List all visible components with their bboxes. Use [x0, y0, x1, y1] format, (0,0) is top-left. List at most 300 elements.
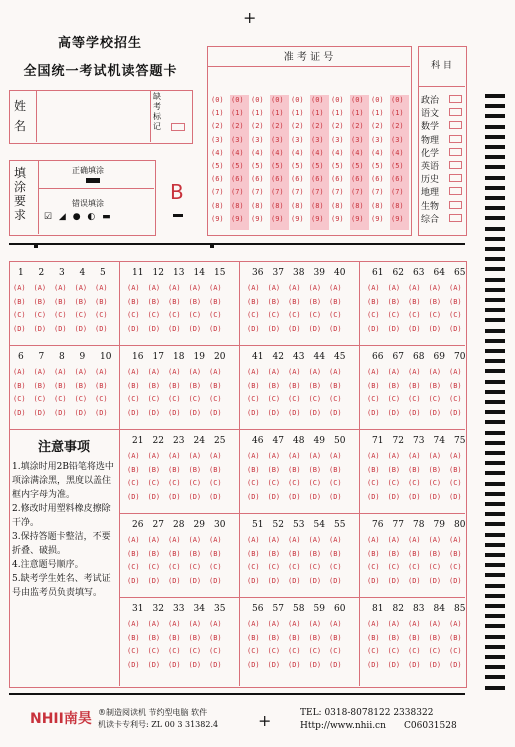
answer-bubble[interactable]: (B): [54, 297, 67, 306]
answer-bubble[interactable]: (B): [127, 633, 140, 642]
answer-bubble[interactable]: (A): [188, 368, 202, 376]
answer-bubble[interactable]: (B): [267, 381, 281, 390]
exam-id-bubble[interactable]: (0): [331, 96, 344, 104]
answer-bubble[interactable]: (C): [74, 395, 88, 403]
answer-bubble[interactable]: (A): [449, 284, 462, 292]
answer-bubble[interactable]: (A): [188, 536, 202, 544]
answer-bubble[interactable]: (C): [147, 479, 161, 487]
exam-id-bubble[interactable]: (6): [231, 175, 244, 184]
exam-id-bubble[interactable]: (7): [331, 188, 344, 197]
answer-bubble[interactable]: (D): [209, 576, 222, 585]
answer-bubble[interactable]: (C): [168, 311, 181, 319]
answer-bubble[interactable]: (B): [247, 465, 260, 474]
exam-id-bubble[interactable]: (6): [391, 175, 404, 184]
answer-bubble[interactable]: (B): [188, 381, 202, 390]
answer-bubble[interactable]: (C): [449, 311, 462, 319]
answer-bubble[interactable]: (A): [449, 368, 462, 376]
answer-bubble[interactable]: (C): [54, 311, 67, 319]
answer-bubble[interactable]: (D): [449, 660, 462, 669]
answer-bubble[interactable]: (C): [408, 479, 421, 487]
answer-bubble[interactable]: (A): [209, 620, 222, 628]
answer-bubble[interactable]: (A): [329, 620, 342, 628]
answer-bubble[interactable]: (C): [168, 479, 181, 487]
answer-bubble[interactable]: (C): [387, 647, 401, 655]
answer-bubble[interactable]: (B): [329, 381, 342, 390]
answer-bubble[interactable]: (A): [247, 620, 260, 628]
answer-bubble[interactable]: (A): [329, 536, 342, 544]
answer-bubble[interactable]: (D): [95, 324, 108, 333]
answer-bubble[interactable]: (C): [267, 479, 281, 487]
answer-bubble[interactable]: (D): [33, 324, 47, 333]
answer-bubble[interactable]: (A): [54, 368, 67, 376]
answer-bubble[interactable]: (D): [209, 492, 222, 501]
answer-bubble[interactable]: (C): [408, 395, 421, 403]
answer-bubble[interactable]: (D): [168, 660, 181, 669]
answer-bubble[interactable]: (D): [449, 492, 462, 501]
answer-bubble[interactable]: (B): [74, 297, 88, 306]
answer-bubble[interactable]: (D): [288, 324, 301, 333]
answer-bubble[interactable]: (D): [209, 408, 222, 417]
answer-bubble[interactable]: (B): [147, 549, 161, 558]
answer-bubble[interactable]: (C): [449, 479, 462, 487]
answer-bubble[interactable]: (D): [308, 576, 322, 585]
answer-bubble[interactable]: (A): [127, 536, 140, 544]
exam-id-bubble[interactable]: (2): [351, 122, 364, 131]
exam-id-bubble[interactable]: (7): [311, 188, 324, 197]
answer-bubble[interactable]: (B): [209, 465, 222, 474]
subject-bubble[interactable]: [449, 108, 462, 116]
exam-id-bubble[interactable]: (0): [251, 96, 264, 104]
answer-bubble[interactable]: (D): [247, 324, 260, 333]
answer-bubble[interactable]: (C): [95, 395, 108, 403]
answer-bubble[interactable]: (D): [329, 408, 342, 417]
answer-bubble[interactable]: (B): [188, 297, 202, 306]
answer-bubble[interactable]: (C): [147, 647, 161, 655]
answer-bubble[interactable]: (C): [267, 563, 281, 571]
answer-bubble[interactable]: (D): [127, 324, 140, 333]
answer-bubble[interactable]: (A): [247, 368, 260, 376]
exam-id-bubble[interactable]: (6): [331, 175, 344, 184]
answer-bubble[interactable]: (C): [367, 311, 380, 319]
answer-bubble[interactable]: (B): [367, 297, 380, 306]
exam-id-bubble[interactable]: (8): [371, 201, 384, 210]
answer-bubble[interactable]: (B): [288, 297, 301, 306]
answer-bubble[interactable]: (D): [308, 324, 322, 333]
answer-bubble[interactable]: (A): [168, 452, 181, 460]
answer-bubble[interactable]: (B): [329, 465, 342, 474]
exam-id-bubble[interactable]: (1): [211, 109, 224, 118]
answer-bubble[interactable]: (A): [209, 284, 222, 292]
exam-id-bubble[interactable]: (2): [371, 122, 384, 131]
exam-id-bubble[interactable]: (8): [311, 201, 324, 210]
subject-bubble[interactable]: [449, 135, 462, 143]
answer-bubble[interactable]: (C): [428, 395, 442, 403]
answer-bubble[interactable]: (B): [147, 297, 161, 306]
answer-bubble[interactable]: (A): [367, 620, 380, 628]
answer-bubble[interactable]: (A): [168, 368, 181, 376]
answer-bubble[interactable]: (D): [329, 324, 342, 333]
answer-bubble[interactable]: (A): [428, 452, 442, 460]
answer-bubble[interactable]: (A): [74, 368, 88, 376]
answer-bubble[interactable]: (A): [267, 620, 281, 628]
exam-id-bubble[interactable]: (9): [291, 214, 304, 223]
answer-bubble[interactable]: (D): [127, 408, 140, 417]
answer-bubble[interactable]: (D): [147, 492, 161, 501]
answer-bubble[interactable]: (C): [188, 563, 202, 571]
exam-id-bubble[interactable]: (5): [391, 162, 404, 170]
exam-id-bubble[interactable]: (5): [291, 162, 304, 170]
exam-id-bubble[interactable]: (3): [251, 135, 264, 144]
exam-id-bubble[interactable]: (3): [371, 135, 384, 144]
exam-id-bubble[interactable]: (4): [331, 148, 344, 157]
exam-id-bubble[interactable]: (8): [391, 201, 404, 210]
answer-bubble[interactable]: (C): [288, 647, 301, 655]
answer-bubble[interactable]: (C): [329, 563, 342, 571]
answer-bubble[interactable]: (C): [247, 479, 260, 487]
answer-bubble[interactable]: (D): [428, 324, 442, 333]
answer-bubble[interactable]: (B): [428, 633, 442, 642]
answer-bubble[interactable]: (B): [387, 465, 401, 474]
answer-bubble[interactable]: (A): [168, 620, 181, 628]
answer-bubble[interactable]: (B): [428, 549, 442, 558]
answer-bubble[interactable]: (A): [449, 536, 462, 544]
exam-id-bubble[interactable]: (4): [291, 148, 304, 157]
subject-bubble[interactable]: [449, 174, 462, 182]
answer-bubble[interactable]: (B): [288, 381, 301, 390]
exam-id-bubble[interactable]: (9): [271, 214, 284, 223]
answer-bubble[interactable]: (A): [367, 368, 380, 376]
answer-bubble[interactable]: (D): [329, 660, 342, 669]
answer-bubble[interactable]: (B): [367, 381, 380, 390]
answer-bubble[interactable]: (B): [95, 297, 108, 306]
answer-bubble[interactable]: (A): [209, 536, 222, 544]
exam-id-bubble[interactable]: (8): [351, 201, 364, 210]
exam-id-bubble[interactable]: (4): [311, 148, 324, 157]
answer-bubble[interactable]: (A): [288, 620, 301, 628]
answer-bubble[interactable]: (D): [127, 492, 140, 501]
answer-bubble[interactable]: (A): [147, 620, 161, 628]
answer-bubble[interactable]: (B): [95, 381, 108, 390]
answer-bubble[interactable]: (A): [428, 620, 442, 628]
answer-bubble[interactable]: (B): [168, 297, 181, 306]
answer-bubble[interactable]: (A): [188, 284, 202, 292]
subject-bubble[interactable]: [449, 95, 462, 103]
answer-bubble[interactable]: (D): [408, 324, 421, 333]
answer-bubble[interactable]: (C): [267, 311, 281, 319]
answer-bubble[interactable]: (B): [408, 381, 421, 390]
answer-bubble[interactable]: (B): [308, 633, 322, 642]
answer-bubble[interactable]: (D): [308, 408, 322, 417]
exam-id-bubble[interactable]: (0): [211, 96, 224, 104]
answer-bubble[interactable]: (D): [168, 576, 181, 585]
answer-bubble[interactable]: (B): [329, 549, 342, 558]
exam-id-bubble[interactable]: (5): [231, 162, 244, 170]
exam-id-bubble[interactable]: (1): [271, 109, 284, 118]
answer-bubble[interactable]: (D): [408, 576, 421, 585]
exam-id-bubble[interactable]: (9): [351, 214, 364, 223]
answer-bubble[interactable]: (C): [367, 647, 380, 655]
answer-bubble[interactable]: (A): [127, 620, 140, 628]
answer-bubble[interactable]: (C): [428, 311, 442, 319]
answer-bubble[interactable]: (B): [147, 633, 161, 642]
answer-bubble[interactable]: (A): [329, 452, 342, 460]
answer-bubble[interactable]: (B): [147, 381, 161, 390]
exam-id-bubble[interactable]: (5): [351, 162, 364, 170]
exam-id-bubble[interactable]: (4): [211, 148, 224, 157]
answer-bubble[interactable]: (C): [288, 311, 301, 319]
answer-bubble[interactable]: (B): [408, 549, 421, 558]
exam-id-bubble[interactable]: (9): [391, 214, 404, 223]
exam-id-bubble[interactable]: (6): [351, 175, 364, 184]
answer-bubble[interactable]: (D): [188, 408, 202, 417]
answer-bubble[interactable]: (D): [288, 408, 301, 417]
answer-bubble[interactable]: (C): [428, 479, 442, 487]
answer-bubble[interactable]: (B): [329, 297, 342, 306]
subject-bubble[interactable]: [449, 201, 462, 209]
answer-bubble[interactable]: (B): [387, 381, 401, 390]
answer-bubble[interactable]: (D): [428, 660, 442, 669]
exam-id-bubble[interactable]: (8): [211, 201, 224, 210]
answer-bubble[interactable]: (A): [127, 368, 140, 376]
exam-id-bubble[interactable]: (4): [391, 148, 404, 157]
answer-bubble[interactable]: (A): [408, 536, 421, 544]
answer-bubble[interactable]: (C): [168, 395, 181, 403]
exam-id-bubble[interactable]: (0): [231, 96, 244, 104]
answer-bubble[interactable]: (C): [247, 311, 260, 319]
answer-bubble[interactable]: (C): [367, 479, 380, 487]
exam-id-bubble[interactable]: (6): [291, 175, 304, 184]
answer-bubble[interactable]: (C): [209, 647, 222, 655]
exam-id-bubble[interactable]: (7): [231, 188, 244, 197]
answer-bubble[interactable]: (A): [449, 452, 462, 460]
answer-bubble[interactable]: (A): [367, 452, 380, 460]
answer-bubble[interactable]: (A): [33, 284, 47, 292]
answer-bubble[interactable]: (B): [247, 633, 260, 642]
exam-id-bubble[interactable]: (0): [291, 96, 304, 104]
answer-bubble[interactable]: (B): [367, 465, 380, 474]
answer-bubble[interactable]: (B): [449, 465, 462, 474]
answer-bubble[interactable]: (D): [267, 408, 281, 417]
answer-bubble[interactable]: (C): [127, 311, 140, 319]
answer-bubble[interactable]: (D): [428, 492, 442, 501]
answer-bubble[interactable]: (C): [267, 395, 281, 403]
answer-bubble[interactable]: (D): [367, 576, 380, 585]
answer-bubble[interactable]: (C): [288, 395, 301, 403]
answer-bubble[interactable]: (A): [329, 284, 342, 292]
answer-bubble[interactable]: (B): [288, 465, 301, 474]
exam-id-bubble[interactable]: (8): [251, 201, 264, 210]
answer-bubble[interactable]: (C): [33, 311, 47, 319]
answer-bubble[interactable]: (A): [188, 452, 202, 460]
answer-bubble[interactable]: (C): [74, 311, 88, 319]
answer-bubble[interactable]: (B): [168, 633, 181, 642]
exam-id-bubble[interactable]: (2): [391, 122, 404, 131]
answer-bubble[interactable]: (C): [54, 395, 67, 403]
answer-bubble[interactable]: (A): [408, 452, 421, 460]
exam-id-bubble[interactable]: (1): [351, 109, 364, 118]
answer-bubble[interactable]: (D): [449, 576, 462, 585]
answer-bubble[interactable]: (B): [127, 297, 140, 306]
answer-bubble[interactable]: (A): [147, 284, 161, 292]
answer-bubble[interactable]: (D): [329, 576, 342, 585]
answer-bubble[interactable]: (D): [188, 660, 202, 669]
answer-bubble[interactable]: (C): [209, 479, 222, 487]
answer-bubble[interactable]: (A): [54, 284, 67, 292]
answer-bubble[interactable]: (C): [308, 479, 322, 487]
answer-bubble[interactable]: (B): [449, 381, 462, 390]
exam-id-bubble[interactable]: (4): [371, 148, 384, 157]
answer-bubble[interactable]: (C): [387, 479, 401, 487]
answer-bubble[interactable]: (C): [329, 311, 342, 319]
answer-bubble[interactable]: (D): [367, 660, 380, 669]
exam-id-bubble[interactable]: (1): [331, 109, 344, 118]
answer-bubble[interactable]: (D): [188, 576, 202, 585]
answer-bubble[interactable]: (B): [449, 297, 462, 306]
exam-id-bubble[interactable]: (7): [391, 188, 404, 197]
answer-bubble[interactable]: (B): [408, 297, 421, 306]
exam-id-bubble[interactable]: (1): [371, 109, 384, 118]
exam-id-bubble[interactable]: (7): [271, 188, 284, 197]
exam-id-bubble[interactable]: (2): [291, 122, 304, 131]
answer-bubble[interactable]: (C): [308, 647, 322, 655]
answer-bubble[interactable]: (B): [428, 297, 442, 306]
exam-id-bubble[interactable]: (3): [311, 135, 324, 144]
answer-bubble[interactable]: (C): [209, 311, 222, 319]
exam-id-bubble[interactable]: (7): [211, 188, 224, 197]
exam-id-bubble[interactable]: (3): [391, 135, 404, 144]
exam-id-bubble[interactable]: (8): [271, 201, 284, 210]
answer-bubble[interactable]: (C): [408, 563, 421, 571]
answer-bubble[interactable]: (A): [288, 536, 301, 544]
answer-bubble[interactable]: (D): [74, 408, 88, 417]
answer-bubble[interactable]: (C): [449, 647, 462, 655]
answer-bubble[interactable]: (C): [367, 563, 380, 571]
exam-id-bubble[interactable]: (4): [231, 148, 244, 157]
answer-bubble[interactable]: (A): [308, 368, 322, 376]
answer-bubble[interactable]: (A): [449, 620, 462, 628]
answer-bubble[interactable]: (B): [449, 549, 462, 558]
answer-bubble[interactable]: (B): [168, 381, 181, 390]
answer-bubble[interactable]: (C): [188, 647, 202, 655]
answer-bubble[interactable]: (B): [387, 297, 401, 306]
answer-bubble[interactable]: (A): [288, 284, 301, 292]
answer-bubble[interactable]: (D): [147, 324, 161, 333]
exam-id-bubble[interactable]: (0): [271, 96, 284, 104]
answer-bubble[interactable]: (D): [387, 660, 401, 669]
answer-bubble[interactable]: (D): [387, 408, 401, 417]
exam-id-bubble[interactable]: (6): [271, 175, 284, 184]
answer-bubble[interactable]: (C): [408, 647, 421, 655]
answer-bubble[interactable]: (B): [147, 465, 161, 474]
answer-bubble[interactable]: (B): [267, 633, 281, 642]
answer-bubble[interactable]: (D): [127, 660, 140, 669]
answer-bubble[interactable]: (D): [288, 492, 301, 501]
subject-bubble[interactable]: [449, 148, 462, 156]
answer-bubble[interactable]: (B): [168, 549, 181, 558]
answer-bubble[interactable]: (A): [387, 620, 401, 628]
answer-bubble[interactable]: (B): [308, 297, 322, 306]
answer-bubble[interactable]: (D): [74, 324, 88, 333]
answer-bubble[interactable]: (C): [408, 311, 421, 319]
subject-bubble[interactable]: [449, 161, 462, 169]
exam-id-bubble[interactable]: (7): [351, 188, 364, 197]
answer-bubble[interactable]: (A): [308, 620, 322, 628]
answer-bubble[interactable]: (A): [168, 536, 181, 544]
exam-id-bubble[interactable]: (3): [271, 135, 284, 144]
answer-bubble[interactable]: (D): [367, 408, 380, 417]
exam-id-bubble[interactable]: (1): [291, 109, 304, 118]
answer-bubble[interactable]: (A): [209, 452, 222, 460]
answer-bubble[interactable]: (C): [95, 311, 108, 319]
exam-id-bubble[interactable]: (8): [331, 201, 344, 210]
answer-bubble[interactable]: (D): [127, 576, 140, 585]
answer-bubble[interactable]: (B): [127, 465, 140, 474]
answer-bubble[interactable]: (D): [288, 576, 301, 585]
answer-bubble[interactable]: (B): [188, 549, 202, 558]
exam-id-bubble[interactable]: (6): [371, 175, 384, 184]
exam-id-bubble[interactable]: (1): [251, 109, 264, 118]
answer-bubble[interactable]: (A): [428, 536, 442, 544]
answer-bubble[interactable]: (D): [147, 408, 161, 417]
answer-bubble[interactable]: (D): [188, 324, 202, 333]
answer-bubble[interactable]: (C): [387, 311, 401, 319]
answer-bubble[interactable]: (D): [168, 492, 181, 501]
answer-bubble[interactable]: (B): [329, 633, 342, 642]
answer-bubble[interactable]: (A): [387, 284, 401, 292]
answer-bubble[interactable]: (D): [168, 408, 181, 417]
answer-bubble[interactable]: (D): [188, 492, 202, 501]
answer-bubble[interactable]: (B): [367, 633, 380, 642]
exam-id-bubble[interactable]: (2): [331, 122, 344, 131]
answer-bubble[interactable]: (D): [13, 324, 26, 333]
answer-bubble[interactable]: (C): [449, 395, 462, 403]
exam-id-bubble[interactable]: (6): [251, 175, 264, 184]
answer-bubble[interactable]: (B): [33, 297, 47, 306]
answer-bubble[interactable]: (B): [13, 381, 26, 390]
answer-bubble[interactable]: (C): [308, 311, 322, 319]
answer-bubble[interactable]: (C): [127, 563, 140, 571]
answer-bubble[interactable]: (A): [95, 284, 108, 292]
answer-bubble[interactable]: (B): [247, 549, 260, 558]
answer-bubble[interactable]: (B): [247, 297, 260, 306]
answer-bubble[interactable]: (D): [329, 492, 342, 501]
answer-bubble[interactable]: (B): [13, 297, 26, 306]
answer-bubble[interactable]: (D): [308, 492, 322, 501]
answer-bubble[interactable]: (C): [308, 395, 322, 403]
answer-bubble[interactable]: (D): [387, 492, 401, 501]
answer-bubble[interactable]: (D): [288, 660, 301, 669]
answer-bubble[interactable]: (D): [387, 576, 401, 585]
answer-bubble[interactable]: (A): [387, 368, 401, 376]
answer-bubble[interactable]: (A): [188, 620, 202, 628]
answer-bubble[interactable]: (B): [188, 633, 202, 642]
answer-bubble[interactable]: (C): [428, 647, 442, 655]
exam-id-bubble[interactable]: (0): [351, 96, 364, 104]
exam-id-bubble[interactable]: (5): [371, 162, 384, 170]
exam-id-bubble[interactable]: (3): [291, 135, 304, 144]
answer-bubble[interactable]: (A): [408, 620, 421, 628]
answer-bubble[interactable]: (D): [147, 576, 161, 585]
answer-bubble[interactable]: (C): [127, 647, 140, 655]
exam-id-bubble[interactable]: (5): [311, 162, 324, 170]
answer-bubble[interactable]: (C): [168, 647, 181, 655]
answer-bubble[interactable]: (A): [147, 536, 161, 544]
answer-bubble[interactable]: (D): [367, 324, 380, 333]
answer-bubble[interactable]: (A): [367, 536, 380, 544]
answer-bubble[interactable]: (D): [408, 660, 421, 669]
answer-bubble[interactable]: (B): [209, 381, 222, 390]
answer-bubble[interactable]: (D): [247, 492, 260, 501]
